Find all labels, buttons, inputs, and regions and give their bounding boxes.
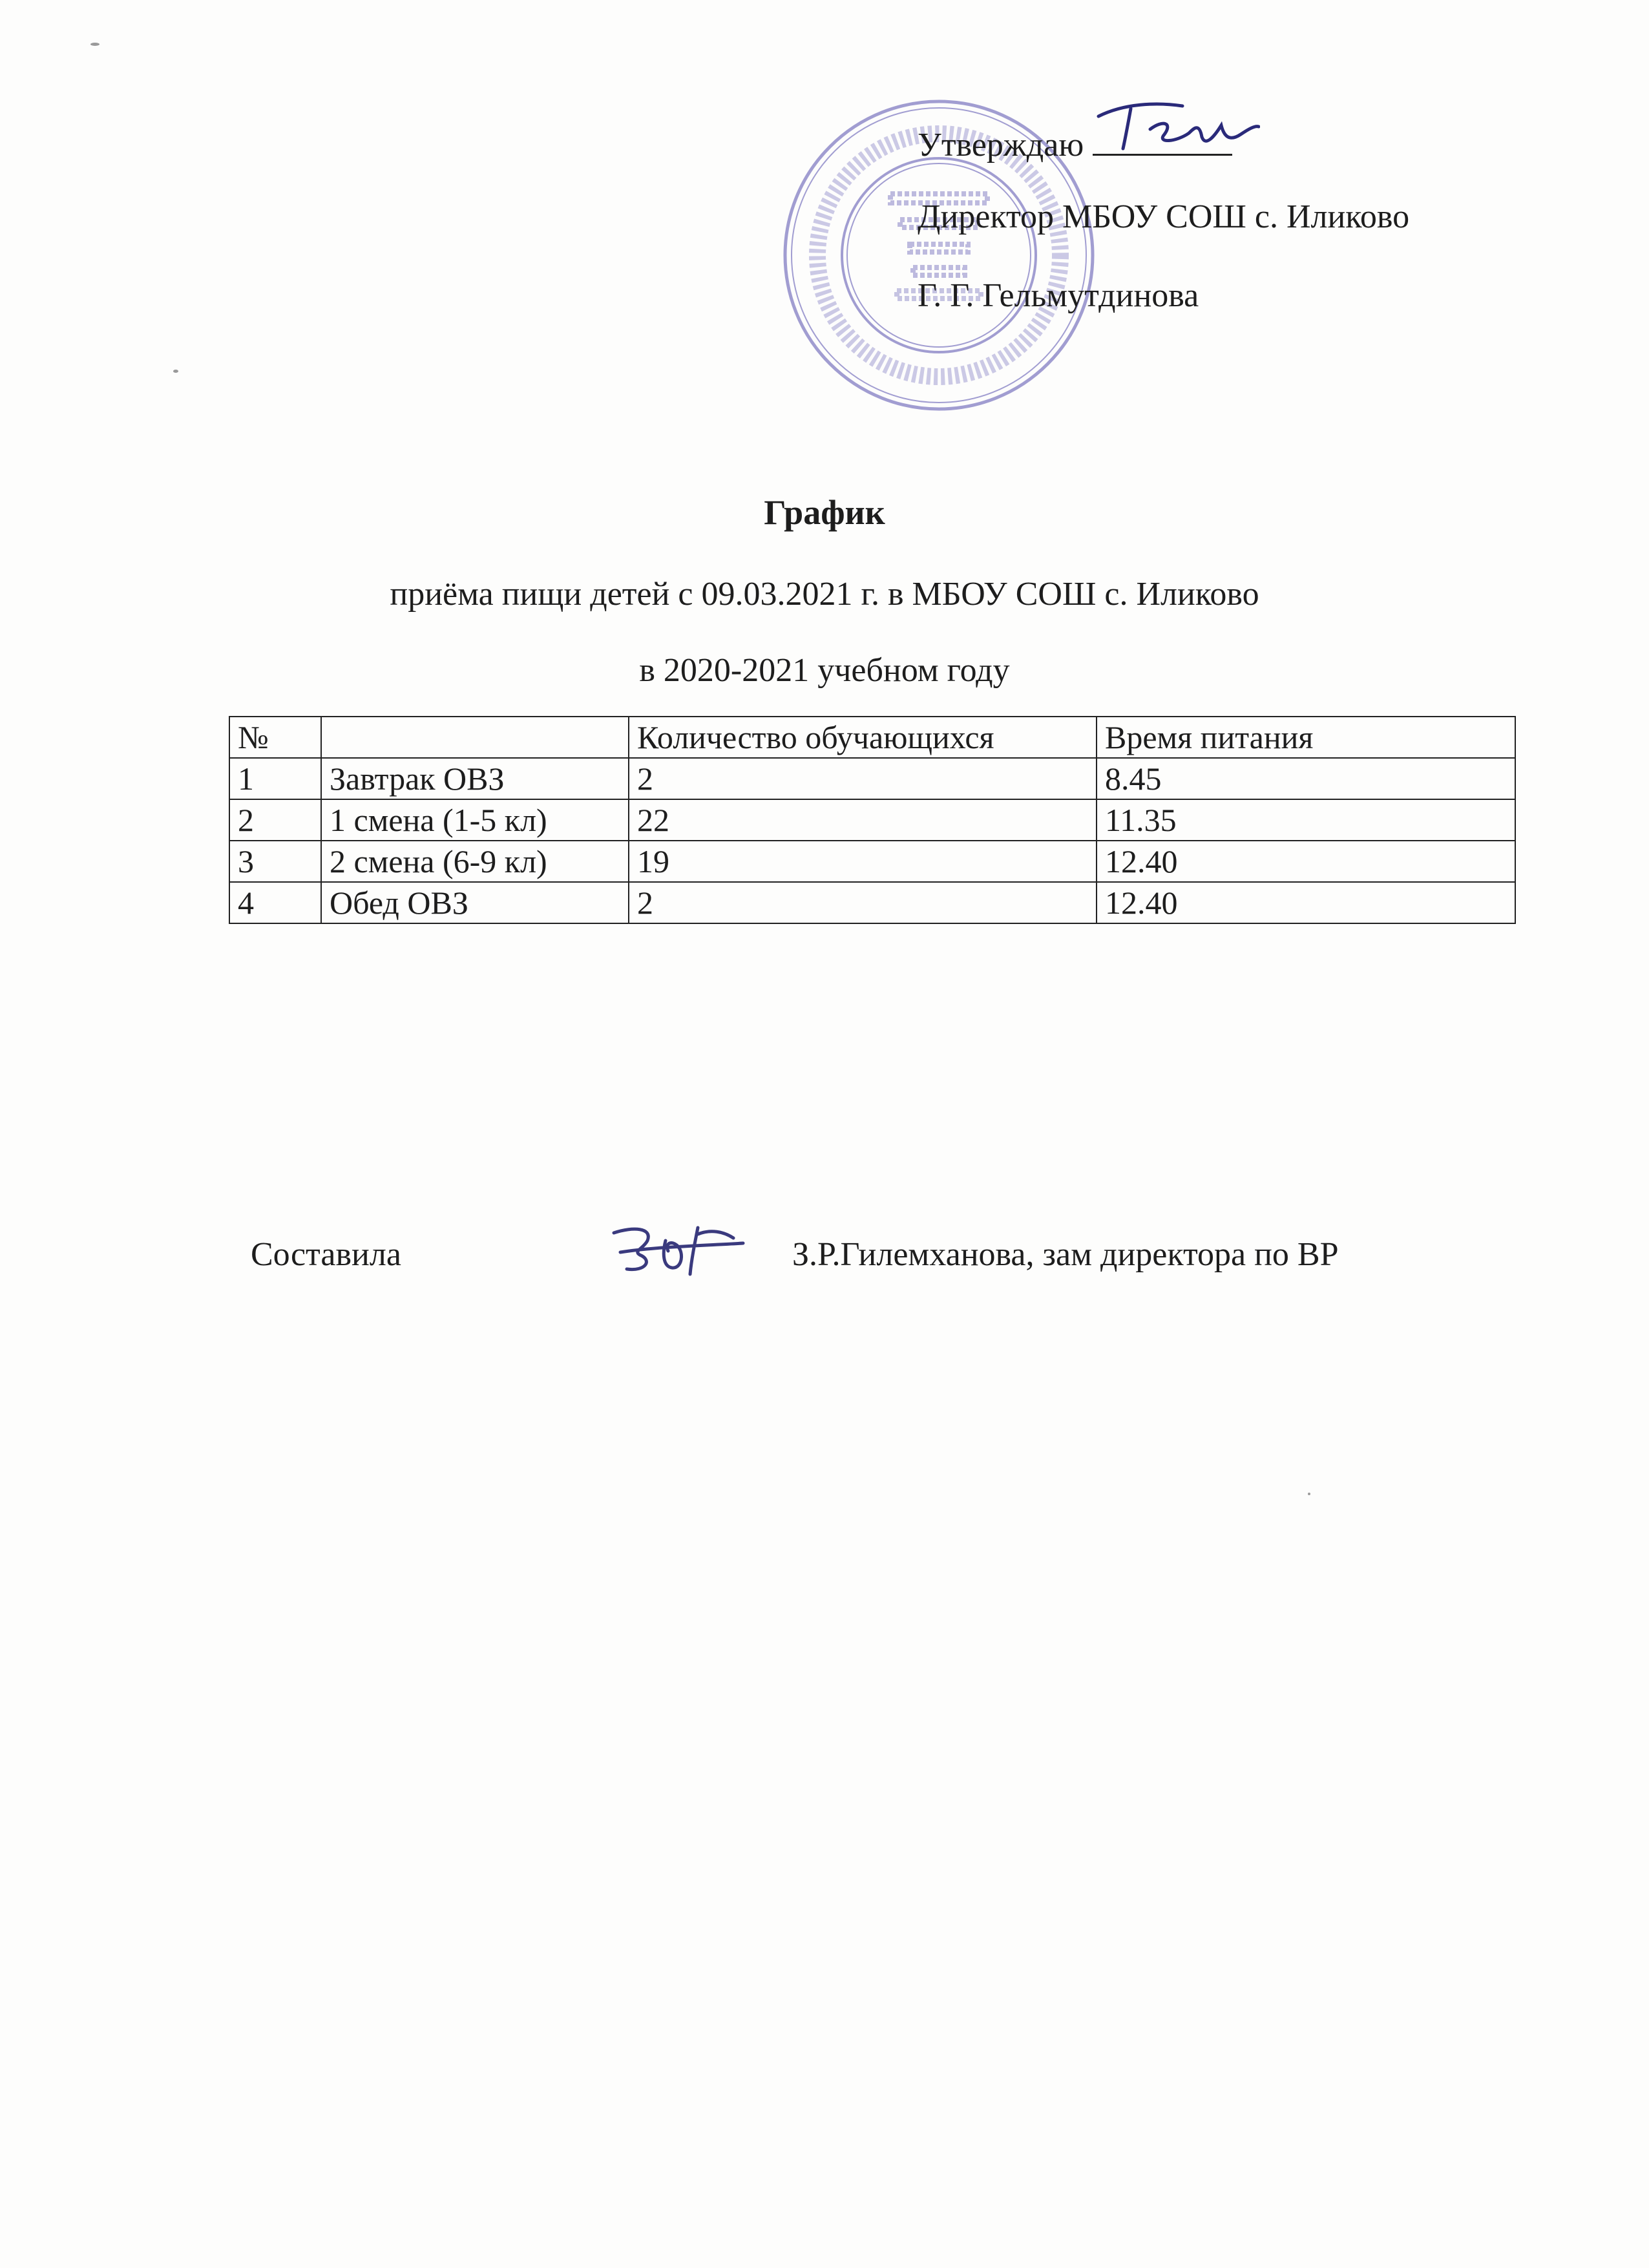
- cell-number: 1: [229, 758, 321, 799]
- document-subtitle: приёма пищи детей с 09.03.2021 г. в МБОУ СОШ с. Иликово: [390, 576, 1259, 613]
- cell-meal: Обед ОВЗ: [321, 882, 629, 923]
- cell-time: 12.40: [1097, 882, 1515, 923]
- table-row: [229, 758, 1515, 799]
- cell-meal: 1 смена (1-5 кл): [321, 799, 629, 841]
- cell-number: 3: [229, 841, 321, 882]
- table-row: [229, 882, 1515, 923]
- compiler-signature: [601, 1215, 750, 1279]
- header-meal-time: Время питания: [1097, 717, 1515, 758]
- header-number: №: [229, 717, 321, 758]
- cell-count: 2: [629, 882, 1097, 923]
- cell-time: 11.35: [1097, 799, 1515, 841]
- cell-count: 2: [629, 758, 1097, 799]
- table-header-row: [229, 717, 1515, 758]
- signature-line: [1093, 128, 1232, 156]
- scan-speck: [90, 43, 100, 46]
- director-name: Г. Г. Гельмутдинова: [918, 277, 1199, 314]
- cell-count: 19: [629, 841, 1097, 882]
- scan-speck: [1308, 1493, 1310, 1495]
- compiler-name: З.Р.Гилемханова, зам директора по ВР: [792, 1236, 1339, 1273]
- document-title: График: [764, 493, 885, 532]
- header-blank: [321, 717, 629, 758]
- cell-number: 4: [229, 882, 321, 923]
- header-student-count: Количество обучающихся: [629, 717, 1097, 758]
- meal-schedule-table: [229, 716, 1516, 924]
- compiled-by-label: Составила: [251, 1236, 401, 1273]
- table-row: [229, 799, 1515, 841]
- scan-speck: [173, 370, 178, 373]
- cell-count: 22: [629, 799, 1097, 841]
- cell-time: 12.40: [1097, 841, 1515, 882]
- table-row: [229, 841, 1515, 882]
- document-year: в 2020-2021 учебном году: [639, 652, 1010, 689]
- approve-label: Утверждаю: [918, 127, 1084, 163]
- director-position: Директор МБОУ СОШ с. Иликово: [918, 198, 1410, 235]
- cell-time: 8.45: [1097, 758, 1515, 799]
- cell-meal: Завтрак ОВЗ: [321, 758, 629, 799]
- cell-number: 2: [229, 799, 321, 841]
- cell-meal: 2 смена (6-9 кл): [321, 841, 629, 882]
- approve-line: [918, 128, 1232, 162]
